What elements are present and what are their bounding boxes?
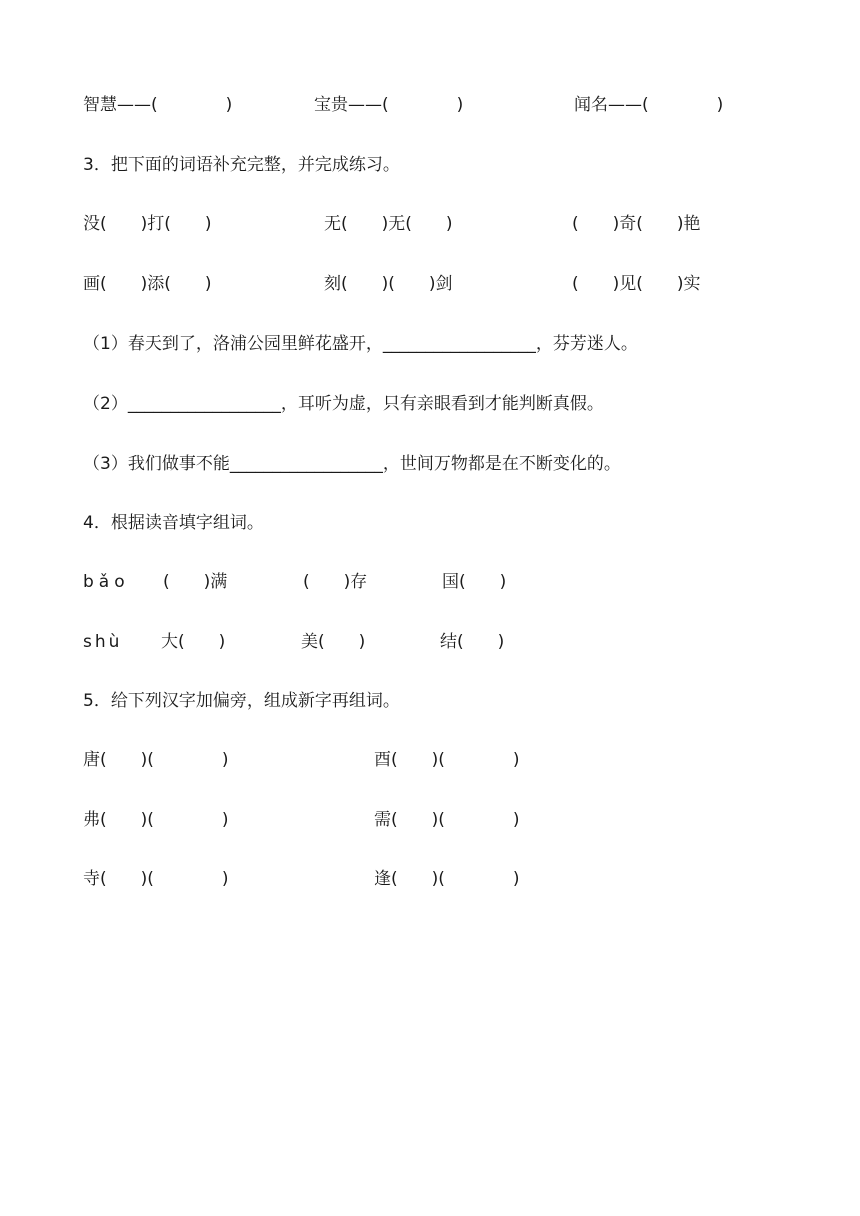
pair-baogui: 宝贵——( ) <box>314 95 464 115</box>
word-jieshu: 结( ) <box>440 632 505 652</box>
word-guobao: 国( ) <box>442 572 507 592</box>
radical-tang: 唐( )( ) <box>83 750 229 770</box>
q2-pairs-row <box>0 94 724 116</box>
idiom-huatian: 画( )添( ) <box>83 274 212 294</box>
idiom-meida: 没( )打( ) <box>83 214 212 234</box>
idiom-qiyan: ( )奇( )艳 <box>572 214 701 234</box>
radical-xu: 需( )( ) <box>374 810 520 830</box>
q3-heading: 3．把下面的词语补充完整，并完成练习。 <box>83 155 400 175</box>
q3-sentence-1: （1）春天到了，洛浦公园里鲜花盛开，__________________，芬芳迷人。 <box>83 334 638 354</box>
q5-row-3 <box>0 868 520 890</box>
q3-idiom-row-1 <box>0 213 701 235</box>
radical-fu: 弗( )( ) <box>83 810 229 830</box>
q3-sentence-2: （2）__________________，耳听为虚，只有亲眼看到才能判断真假。 <box>83 394 604 414</box>
q3-idiom-row-2 <box>0 273 701 295</box>
word-dashu: 大( ) <box>161 632 226 652</box>
pair-zhihui: 智慧——( ) <box>83 95 233 115</box>
q5-row-1 <box>0 749 520 771</box>
q3-sentence-3: （3）我们做事不能__________________，世间万物都是在不断变化的。 <box>83 454 621 474</box>
idiom-kejian: 刻( )( )剑 <box>324 274 453 294</box>
pair-wenming: 闻名——( ) <box>574 95 724 115</box>
radical-you: 酉( )( ) <box>374 750 520 770</box>
q4-row-bao <box>0 571 507 593</box>
q5-heading: 5．给下列汉字加偏旁，组成新字再组词。 <box>83 691 400 711</box>
word-meishu: 美( ) <box>301 632 366 652</box>
q4-heading: 4．根据读音填字组词。 <box>83 513 264 533</box>
idiom-jianshi: ( )见( )实 <box>572 274 701 294</box>
word-baocun: ( )存 <box>303 572 368 592</box>
word-baoman: ( )满 <box>163 572 228 592</box>
pinyin-bao: bǎo <box>83 572 130 592</box>
q5-row-2 <box>0 809 520 831</box>
q4-row-shu <box>0 631 505 653</box>
radical-si: 寺( )( ) <box>83 869 229 889</box>
radical-feng: 逢( )( ) <box>374 869 520 889</box>
idiom-wuwu: 无( )无( ) <box>324 214 453 234</box>
pinyin-shu: shù <box>83 632 123 652</box>
